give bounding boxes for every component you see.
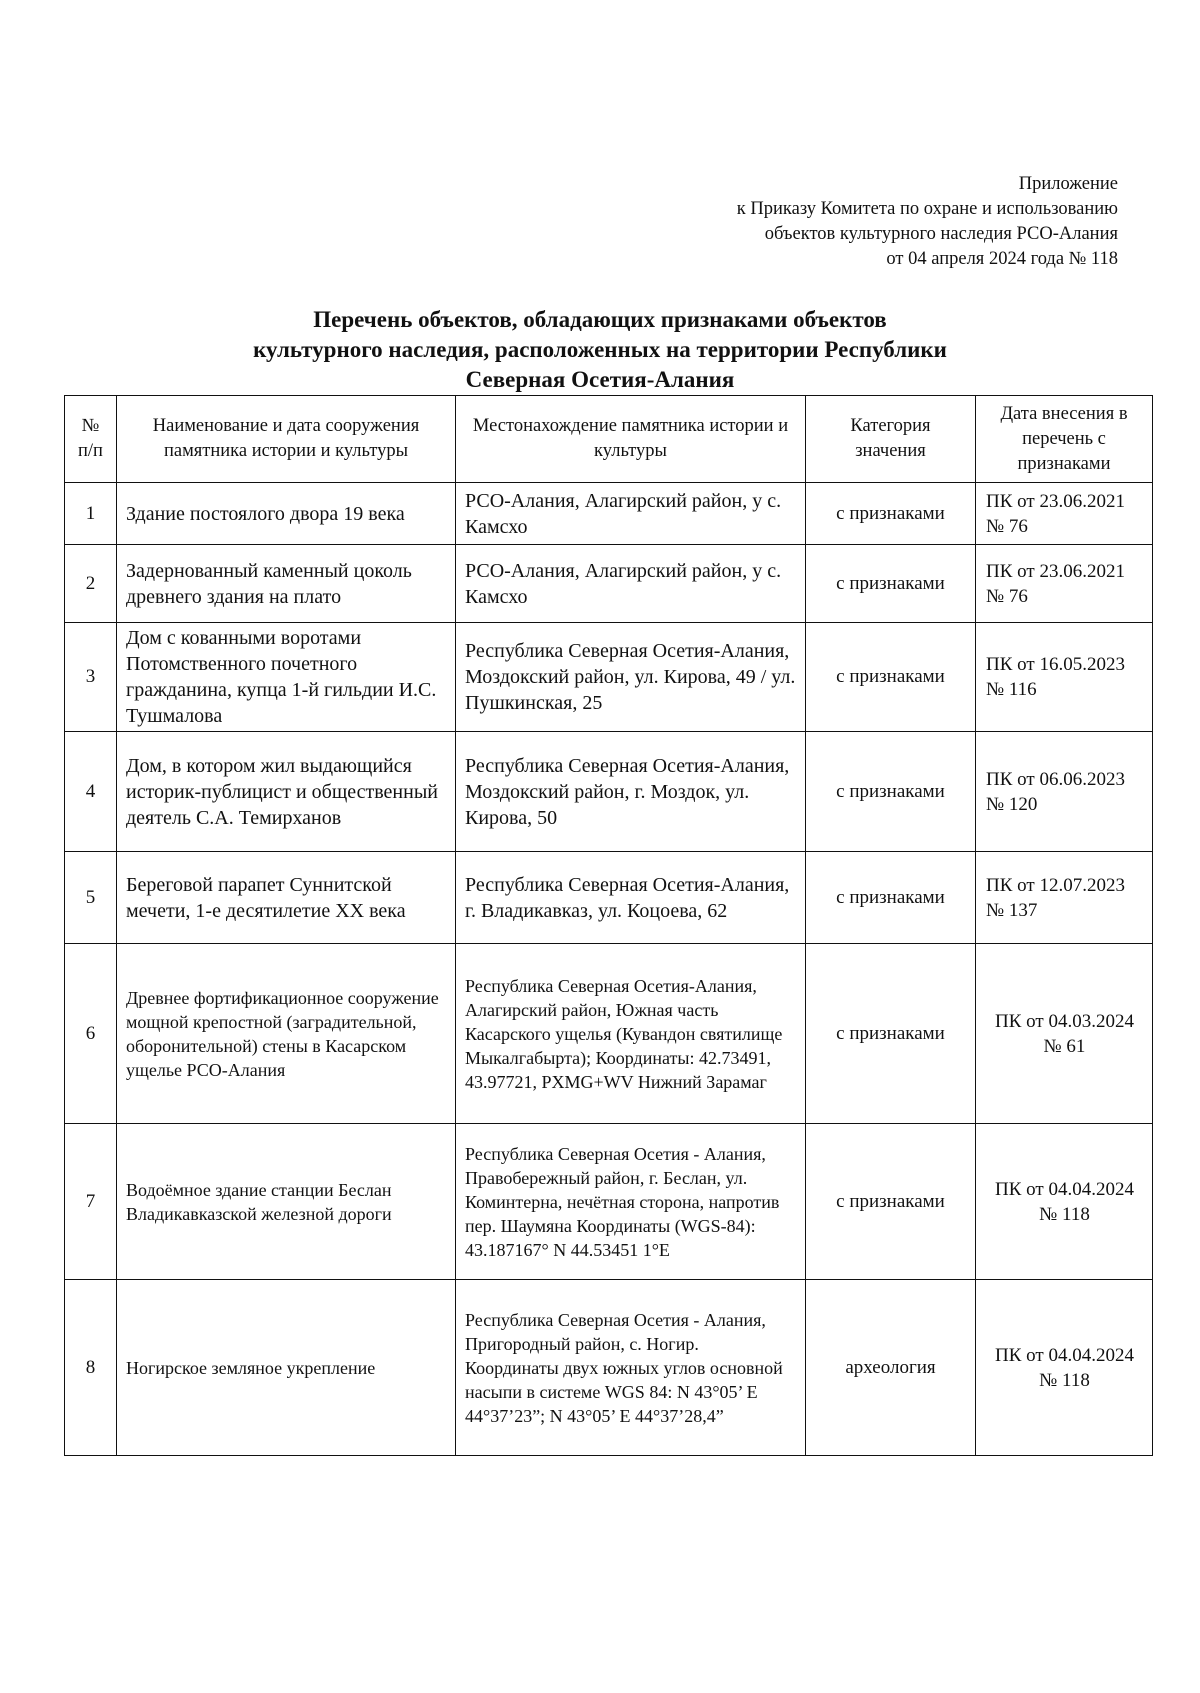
title-line: Северная Осетия-Алания [465, 367, 735, 392]
row-name: Задернованный каменный цоколь древнего здания на плато [117, 545, 456, 623]
row-date: ПК от 04.03.2024 № 61 [976, 944, 1153, 1124]
header-category: Категория значения [806, 396, 976, 483]
row-name: Береговой парапет Суннитской мечети, 1-е десятилетие XX века [117, 852, 456, 944]
row-name: Дом с кованными воротами Потомственного почетного гражданина, купца 1-й гильдии И.С. Тушмалова [117, 623, 456, 732]
row-num: 1 [65, 483, 117, 545]
row-num: 7 [65, 1124, 117, 1280]
header-num: № п/п [65, 396, 117, 483]
table-row [65, 483, 1153, 545]
row-location: Республика Северная Осетия-Алания, г. Владикавказ, ул. Коцоева, 62 [456, 852, 806, 944]
table-row [65, 852, 1153, 944]
row-name: Здание постоялого двора 19 века [117, 483, 456, 545]
row-location: Республика Северная Осетия - Алания, Пригородный район, с. Ногир. Координаты двух южных углов основной насыпи в системе WGS 84: N 43°05’ E 44°37’23”; N 43°05’ E 44°37’28,4” [456, 1280, 806, 1456]
header-location: Местонахождение памятника истории и культуры [456, 396, 806, 483]
row-category: с признаками [806, 852, 976, 944]
row-location: Республика Северная Осетия-Алания, Алагирский район, Южная часть Касарского ущелья (Кувандон святилище Мыкалгабырта); Координаты: 42.73491, 43.97721, PXMG+WV Нижний Зарамаг [456, 944, 806, 1124]
row-location: Республика Северная Осетия-Алания, Моздокский район, г. Моздок, ул. Кирова, 50 [456, 732, 806, 852]
row-date: ПК от 12.07.2023 № 137 [976, 852, 1153, 944]
header-name: Наименование и дата сооружения памятника истории и культуры [117, 396, 456, 483]
row-name: Водоёмное здание станции Беслан Владикавказской железной дороги [117, 1124, 456, 1280]
row-location: Республика Северная Осетия-Алания, Моздокский район, ул. Кирова, 49 / ул. Пушкинская, 25 [456, 623, 806, 732]
row-location: Республика Северная Осетия - Алания, Правобережный район, г. Беслан, ул. Коминтерна, нечётная сторона, напротив пер. Шаумяна Координаты (WGS-84): 43.187167° N 44.53451 1°E [456, 1124, 806, 1280]
document-title [60, 305, 1140, 395]
row-date: ПК от 16.05.2023 № 116 [976, 623, 1153, 732]
row-date: ПК от 23.06.2021 № 76 [976, 545, 1153, 623]
row-location: РСО-Алания, Алагирский район, у с. Камсхо [456, 483, 806, 545]
heritage-objects-table [64, 395, 1153, 1456]
row-category: с признаками [806, 1124, 976, 1280]
row-name: Ногирское земляное укрепление [117, 1280, 456, 1456]
appendix-line: к Приказу Комитета по охране и использованию [736, 199, 1118, 219]
appendix-line: объектов культурного наследия РСО-Алания [764, 224, 1118, 244]
row-date: ПК от 06.06.2023 № 120 [976, 732, 1153, 852]
row-date: ПК от 04.04.2024 № 118 [976, 1280, 1153, 1456]
row-num: 3 [65, 623, 117, 732]
row-num: 5 [65, 852, 117, 944]
table-header-row [65, 396, 1153, 483]
appendix-header [737, 172, 1118, 272]
table-row [65, 623, 1153, 732]
row-location: РСО-Алания, Алагирский район, у с. Камсхо [456, 545, 806, 623]
table-row [65, 732, 1153, 852]
row-name: Древнее фортификационное сооружение мощной крепостной (заградительной, оборонительной) стены в Касарском ущелье РСО-Алания [117, 944, 456, 1124]
header-date: Дата внесения в перечень с признаками [976, 396, 1153, 483]
row-category: с признаками [806, 623, 976, 732]
row-category: с признаками [806, 944, 976, 1124]
row-category: археология [806, 1280, 976, 1456]
row-category: с признаками [806, 545, 976, 623]
title-line: культурного наследия, расположенных на территории Республики [253, 337, 947, 362]
row-date: ПК от 23.06.2021 № 76 [976, 483, 1153, 545]
row-category: с признаками [806, 732, 976, 852]
table-row [65, 1280, 1153, 1456]
table-row [65, 1124, 1153, 1280]
appendix-line: Приложение [1018, 174, 1118, 194]
row-date: ПК от 04.04.2024 № 118 [976, 1124, 1153, 1280]
table-row [65, 944, 1153, 1124]
table-row [65, 545, 1153, 623]
row-num: 8 [65, 1280, 117, 1456]
row-num: 6 [65, 944, 117, 1124]
appendix-line: от 04 апреля 2024 года № 118 [886, 249, 1118, 269]
row-num: 2 [65, 545, 117, 623]
row-category: с признаками [806, 483, 976, 545]
row-name: Дом, в котором жил выдающийся историк-публицист и общественный деятель С.А. Темирханов [117, 732, 456, 852]
title-line: Перечень объектов, обладающих признаками объектов [313, 307, 887, 332]
row-num: 4 [65, 732, 117, 852]
